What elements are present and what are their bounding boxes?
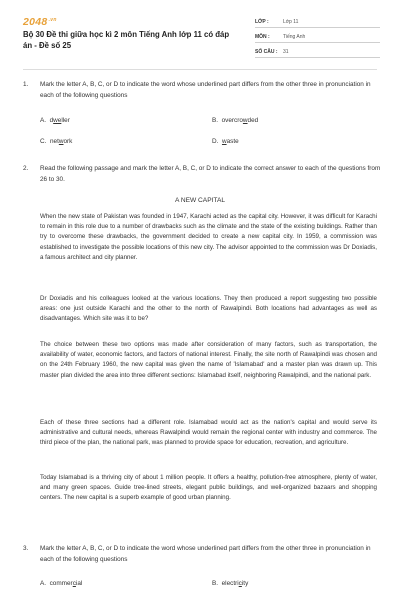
- question-text: Mark the letter A, B, C, or D to indicate the word whose underlined part differs from the other three in pronunciation in each of the following questions: [40, 81, 371, 99]
- document-title: Bộ 30 Đề thi giữa học kì 2 môn Tiếng Anh lớp 11 có đáp án - Đề số 25: [23, 30, 230, 50]
- question-text: Mark the letter A, B, C, or D to indicate the word whose underlined part differs from the other three in pronunciation in each of the following questions: [40, 545, 371, 563]
- underlined-part: c: [72, 580, 76, 587]
- document-meta: [255, 16, 380, 61]
- passage-paragraph: The choice between these two options was made after consideration of many factors, such as transportation, the availability of water, economic factors, and factors of national interest. Finally, the site north of Rawalpindi was chosen and on the 24th February 1960, the new capital was given the name of 'Islamabad' and a master plan was drawn up. This master plan divided the area into three different sections: Islamabad itself, neighboring Rawalpindi, and the national park.: [40, 341, 377, 379]
- question-text: Read the following passage and mark the letter A, B, C, or D to indicate the correct answer to each of the questions from 26 to 30.: [40, 165, 381, 183]
- option-word-part: ial: [75, 580, 83, 587]
- meta-row-count: [255, 46, 380, 58]
- option-letter: B.: [212, 580, 219, 587]
- option-d[interactable]: [212, 138, 239, 145]
- option-a[interactable]: [40, 117, 70, 124]
- option-word-part: electri: [221, 580, 239, 587]
- underlined-part: w: [221, 138, 227, 145]
- header-divider: [23, 69, 377, 70]
- option-b[interactable]: [212, 117, 258, 124]
- underlined-part: w: [58, 138, 64, 145]
- option-letter: C.: [40, 138, 47, 145]
- meta-row-class: [255, 16, 380, 28]
- option-word-part: ded: [247, 117, 259, 124]
- page-header: [0, 0, 400, 66]
- passage-paragraph: Dr Doxiadis and his colleagues looked at the various locations. They then produced a report suggesting two possible areas: one just outside Karachi and the other to the north of Rawalpindi. Both locations had advantages as well as disadvantages. Which site was it to be?: [40, 295, 377, 323]
- option-word-part: net: [49, 138, 59, 145]
- meta-value: Tiếng Anh: [283, 33, 306, 40]
- question-1: [23, 80, 383, 101]
- question-3: [23, 544, 383, 565]
- option-letter: A.: [40, 117, 47, 124]
- underlined-part: we: [53, 117, 62, 124]
- meta-label: LỚP :: [255, 18, 269, 25]
- meta-row-subject: [255, 31, 380, 43]
- passage-paragraph: When the new state of Pakistan was founded in 1947, Karachi acted as the capital city. However, it was difficult for Karachi to remain in this role due to a number of drawbacks such as the climate and the state of the existing buildings. Rather than try to overcome these drawbacks, the government decided to create a new capital city. In 1959, a commission was established to investigate the possible locations of this new city. The advisor appointed to the commission was Dr Doxiadis, a famous architect and city planner.: [40, 213, 377, 261]
- meta-value: 31: [283, 48, 289, 55]
- option-letter: A.: [40, 580, 47, 587]
- meta-label: MÔN :: [255, 33, 270, 40]
- option-word-part: ller: [61, 117, 70, 124]
- option-c[interactable]: [40, 138, 72, 145]
- option-word-part: ity: [241, 580, 249, 587]
- passage-paragraph: Each of these three sections had a different role. Islamabad would act as the nation's capital and would serve its administrative and cultural needs, whereas Rawalpindi would remain the regional center with industry and commerce. The third piece of the plan, the national park, was planned to provide space for education, recreation, and agriculture.: [40, 419, 377, 447]
- question-number: 3.: [23, 545, 29, 552]
- question-2: [23, 164, 383, 185]
- passage-paragraph: Today Islamabad is a thriving city of about 1 million people. It offers a healthy, pollution-free atmosphere, plenty of water, and many green spaces. Guide tree-lined streets, elegant public buildings, and well-organized bazaars and shopping centers. The new capital is a superb example of good urban planning.: [40, 474, 377, 502]
- passage-title: A NEW CAPITAL: [174, 197, 226, 204]
- meta-label: SỐ CÂU :: [255, 48, 278, 55]
- underlined-part: w: [242, 117, 248, 124]
- option-letter: B.: [212, 117, 219, 124]
- option-a[interactable]: [40, 580, 82, 587]
- underlined-part: c: [238, 580, 242, 587]
- option-word-part: ork: [63, 138, 73, 145]
- logo-suffix: .vn: [48, 16, 57, 23]
- option-word-part: commer: [49, 580, 73, 587]
- option-word-part: aste: [226, 138, 239, 145]
- question-number: 2.: [23, 165, 29, 172]
- option-word-part: overcro: [221, 117, 243, 124]
- question-number: 1.: [23, 81, 29, 88]
- option-b[interactable]: [212, 580, 248, 587]
- option-word-part: d: [49, 117, 54, 124]
- logo-text: 2048: [23, 16, 48, 28]
- option-letter: D.: [212, 138, 219, 145]
- site-logo[interactable]: [23, 16, 57, 28]
- meta-value: Lớp 11: [283, 18, 299, 25]
